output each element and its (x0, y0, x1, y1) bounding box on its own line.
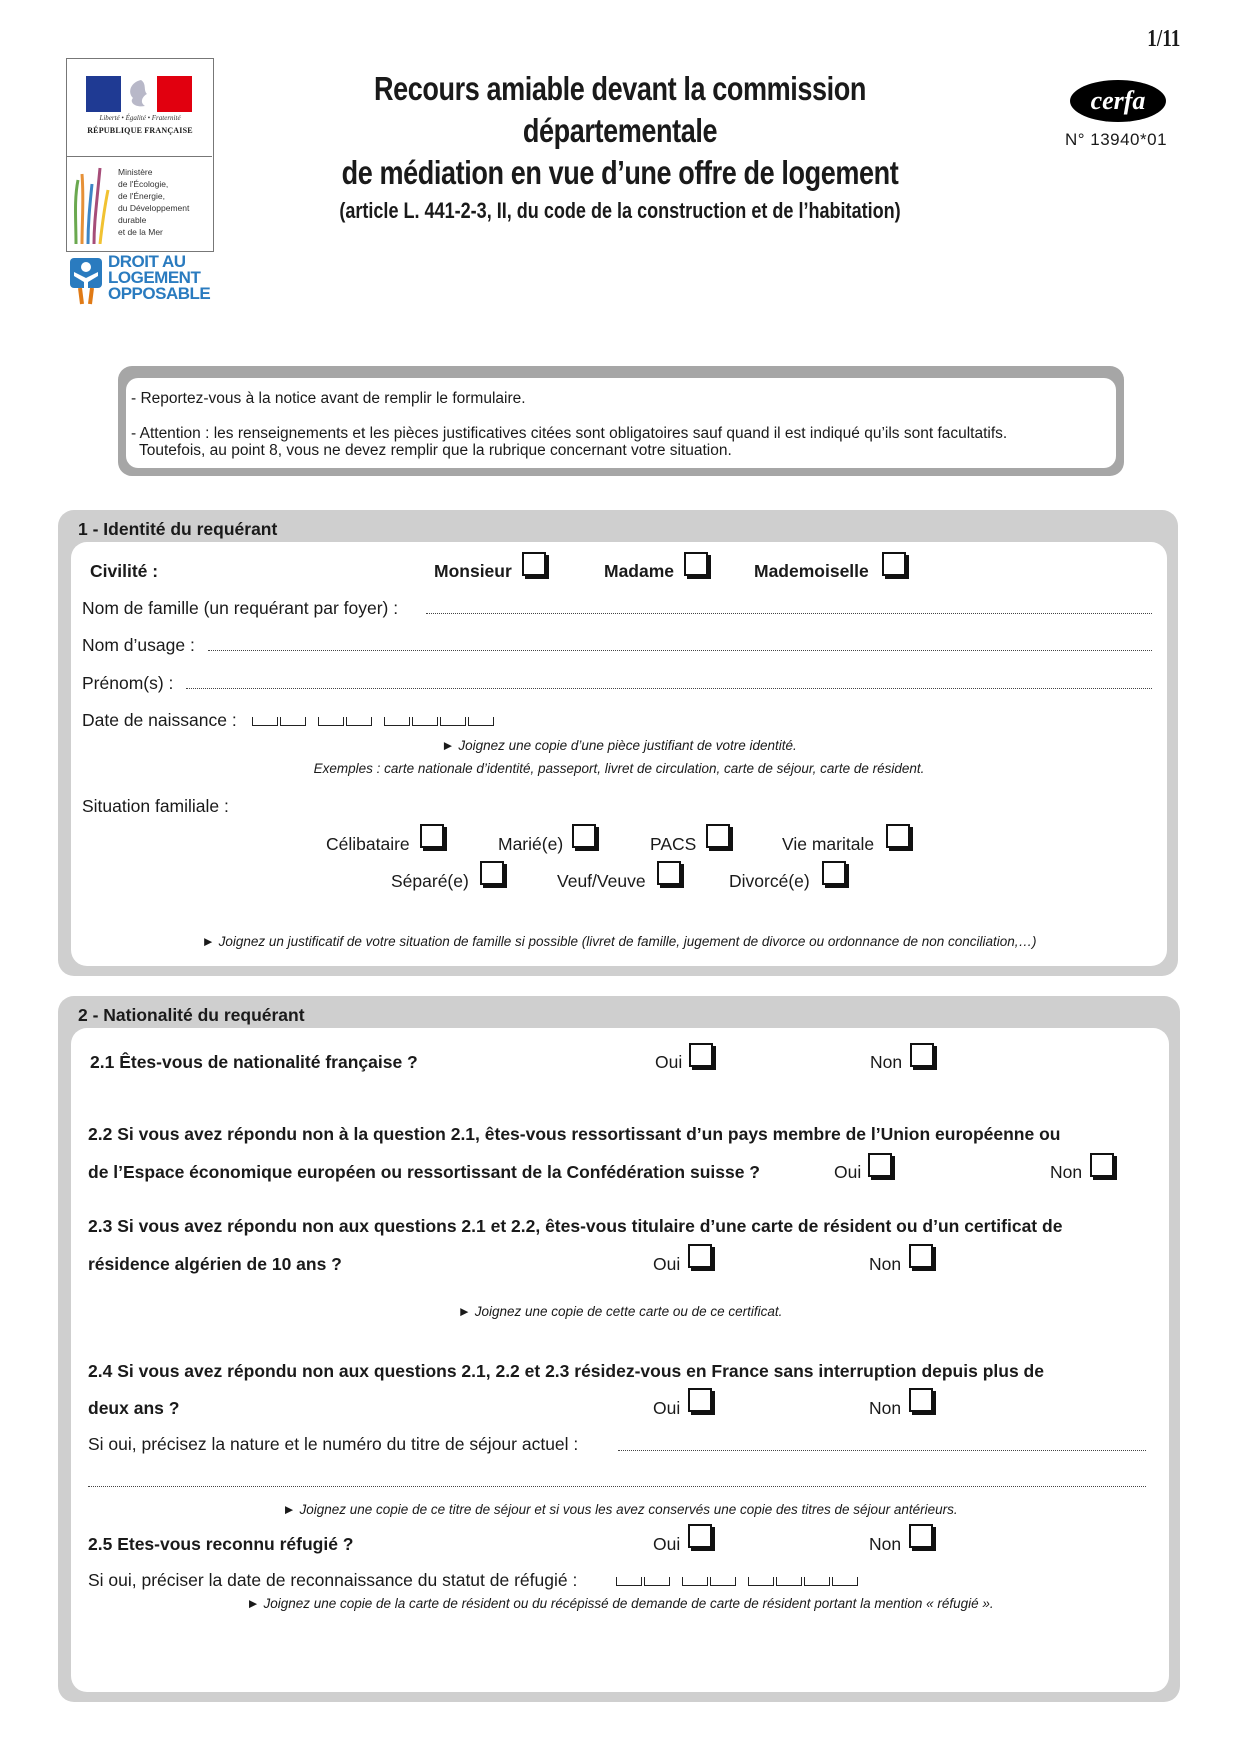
civilite-monsieur-label: Monsieur (434, 561, 512, 581)
situation-veuf-label: Veuf/Veuve (557, 871, 646, 891)
note-identite: ► Joignez une copie d’une pièce justifiant de votre identité. (441, 738, 797, 753)
situation-marie-label: Marié(e) (498, 834, 564, 854)
q23-label-line-1: 2.3 Si vous avez répondu non aux questions 2.1 et 2.2, êtes-vous titulaire d’une carte de résident ou d’un certificat de (88, 1216, 1063, 1236)
nom-famille-label: Nom de famille (un requérant par foyer) : (82, 598, 399, 618)
note-situation-famille: ► Joignez un justificatif de votre situation de famille si possible (livret de famille, jugement de divorce ou ordonnance de non conciliation,…) (201, 934, 1037, 949)
situation-pacs-label: PACS (650, 834, 697, 854)
notice-line-2: - Attention : les renseignements et les pièces justificatives citées sont obligatoires sauf quand il est indiqué qu’ils sont facultatifs. (131, 425, 1008, 442)
q24-label-line-2: deux ans ? (88, 1398, 180, 1418)
q24-non-checkbox[interactable] (909, 1388, 933, 1412)
titre-sejour-field[interactable] (618, 1450, 1146, 1451)
civilite-mademoiselle-label: Mademoiselle (754, 561, 869, 581)
republique-name: RÉPUBLIQUE FRANÇAISE (87, 126, 193, 135)
situation-divorce-checkbox[interactable] (822, 861, 846, 885)
ministry-lines-icon (70, 160, 114, 244)
q25-non-checkbox[interactable] (909, 1524, 933, 1548)
cerfa-logo: cerfa (1070, 80, 1166, 122)
nom-usage-label: Nom d’usage : (82, 635, 195, 655)
civilite-madame-label: Madame (604, 561, 675, 581)
prenom-label: Prénom(s) : (82, 673, 174, 693)
situation-divorce-label: Divorcé(e) (729, 871, 810, 891)
section-2-title: 2 - Nationalité du requérant (78, 1005, 305, 1025)
situation-celibataire-label: Célibataire (326, 834, 410, 854)
note-carte-resident: ► Joignez une copie de cette carte ou de ce certificat. (457, 1304, 783, 1319)
notice-line-3: Toutefois, au point 8, vous ne devez remplir que la rubrique concernant votre situation. (139, 442, 732, 459)
logo-divider (66, 156, 212, 157)
q25-non-label: Non (869, 1534, 902, 1554)
q23-oui-label: Oui (653, 1254, 681, 1274)
situation-familiale-label: Situation familiale : (82, 796, 229, 816)
q21-oui-label: Oui (655, 1052, 683, 1072)
situation-vie-maritale-label: Vie maritale (782, 834, 875, 854)
titre-sejour-label: Si oui, précisez la nature et le numéro du titre de séjour actuel : (88, 1434, 579, 1454)
dalo-person-icon (68, 256, 104, 306)
q22-non-checkbox[interactable] (1090, 1153, 1114, 1177)
titre-sejour-field-line-2[interactable] (88, 1486, 1146, 1487)
q23-non-checkbox[interactable] (909, 1244, 933, 1268)
date-naissance-label: Date de naissance : (82, 710, 237, 730)
situation-veuf-checkbox[interactable] (657, 861, 681, 885)
ministry-name: Ministère de l'Écologie, de l'Énergie, du Développement durable et de la Mer (118, 167, 190, 237)
situation-separe-label: Séparé(e) (391, 871, 469, 891)
dalo-logo-text: DROIT AU LOGEMENT OPPOSABLE (108, 252, 211, 303)
marianne-flag-logo (86, 76, 192, 112)
situation-marie-checkbox[interactable] (572, 824, 596, 848)
page-number: 1/11 (1146, 26, 1180, 52)
situation-celibataire-checkbox[interactable] (420, 824, 444, 848)
q22-label-line-2: de l’Espace économique européen ou ressortissant de la Confédération suisse ? (88, 1162, 760, 1182)
q25-oui-checkbox[interactable] (688, 1524, 712, 1548)
q22-oui-label: Oui (834, 1162, 862, 1182)
nom-famille-field[interactable] (426, 613, 1152, 614)
civilite-monsieur-checkbox[interactable] (522, 552, 546, 576)
q21-non-label: Non (870, 1052, 903, 1072)
title-line-1: Recours amiable devant la commission départementale (373, 70, 867, 149)
civilite-mademoiselle-checkbox[interactable] (882, 552, 906, 576)
q23-label-line-2: résidence algérien de 10 ans ? (88, 1254, 342, 1274)
q23-oui-checkbox[interactable] (688, 1244, 712, 1268)
notice-line-1: - Reportez-vous à la notice avant de remplir le formulaire. (131, 390, 526, 407)
situation-vie-maritale-checkbox[interactable] (886, 824, 910, 848)
date-refugie-field[interactable] (616, 1574, 860, 1586)
date-refugie-label: Si oui, préciser la date de reconnaissance du statut de réfugié : (88, 1570, 578, 1590)
nom-usage-field[interactable] (208, 650, 1152, 651)
q22-non-label: Non (1050, 1162, 1083, 1182)
title-article-reference: (article L. 441-2-3, II, du code de la construction et de l’habitation) (339, 198, 901, 223)
q21-label: 2.1 Êtes-vous de nationalité française ? (90, 1052, 418, 1072)
republique-motto: Liberté • Égalité • Fraternité (99, 114, 181, 122)
q24-non-label: Non (869, 1398, 902, 1418)
date-naissance-field[interactable] (252, 714, 496, 726)
marianne-profile-icon (121, 76, 157, 112)
q24-oui-checkbox[interactable] (688, 1388, 712, 1412)
q24-label-line-1: 2.4 Si vous avez répondu non aux questions 2.1, 2.2 et 2.3 résidez-vous en France sans interruption depuis plus de (88, 1361, 1044, 1381)
q22-oui-checkbox[interactable] (868, 1153, 892, 1177)
note-titre-sejour: ► Joignez une copie de ce titre de séjour et si vous les avez conservés une copie des titres de séjour antérieurs. (282, 1502, 958, 1517)
note-refugie: ► Joignez une copie de la carte de résident ou du récépissé de demande de carte de résident portant la mention « réfugié ». (246, 1596, 994, 1611)
title-line-2: de médiation en vue d’une offre de logement (341, 154, 899, 191)
cerfa-number: N° 13940*01 (1064, 130, 1168, 149)
civilite-label: Civilité : (90, 561, 159, 581)
q22-label-line-1: 2.2 Si vous avez répondu non à la question 2.1, êtes-vous ressortissant d’un pays membre de l’Union européenne ou (88, 1124, 1061, 1144)
prenom-field[interactable] (186, 688, 1152, 689)
q25-label: 2.5 Etes-vous reconnu réfugié ? (88, 1534, 354, 1554)
civilite-madame-checkbox[interactable] (684, 552, 708, 576)
section-1-title: 1 - Identité du requérant (78, 519, 278, 539)
q21-non-checkbox[interactable] (910, 1043, 934, 1067)
note-exemples: Exemples : carte nationale d’identité, passeport, livret de circulation, carte de séjour, carte de résident. (313, 761, 925, 776)
form-title (270, 68, 970, 228)
q24-oui-label: Oui (653, 1398, 681, 1418)
q25-oui-label: Oui (653, 1534, 681, 1554)
situation-pacs-checkbox[interactable] (706, 824, 730, 848)
q23-non-label: Non (869, 1254, 902, 1274)
q21-oui-checkbox[interactable] (689, 1043, 713, 1067)
situation-separe-checkbox[interactable] (480, 861, 504, 885)
